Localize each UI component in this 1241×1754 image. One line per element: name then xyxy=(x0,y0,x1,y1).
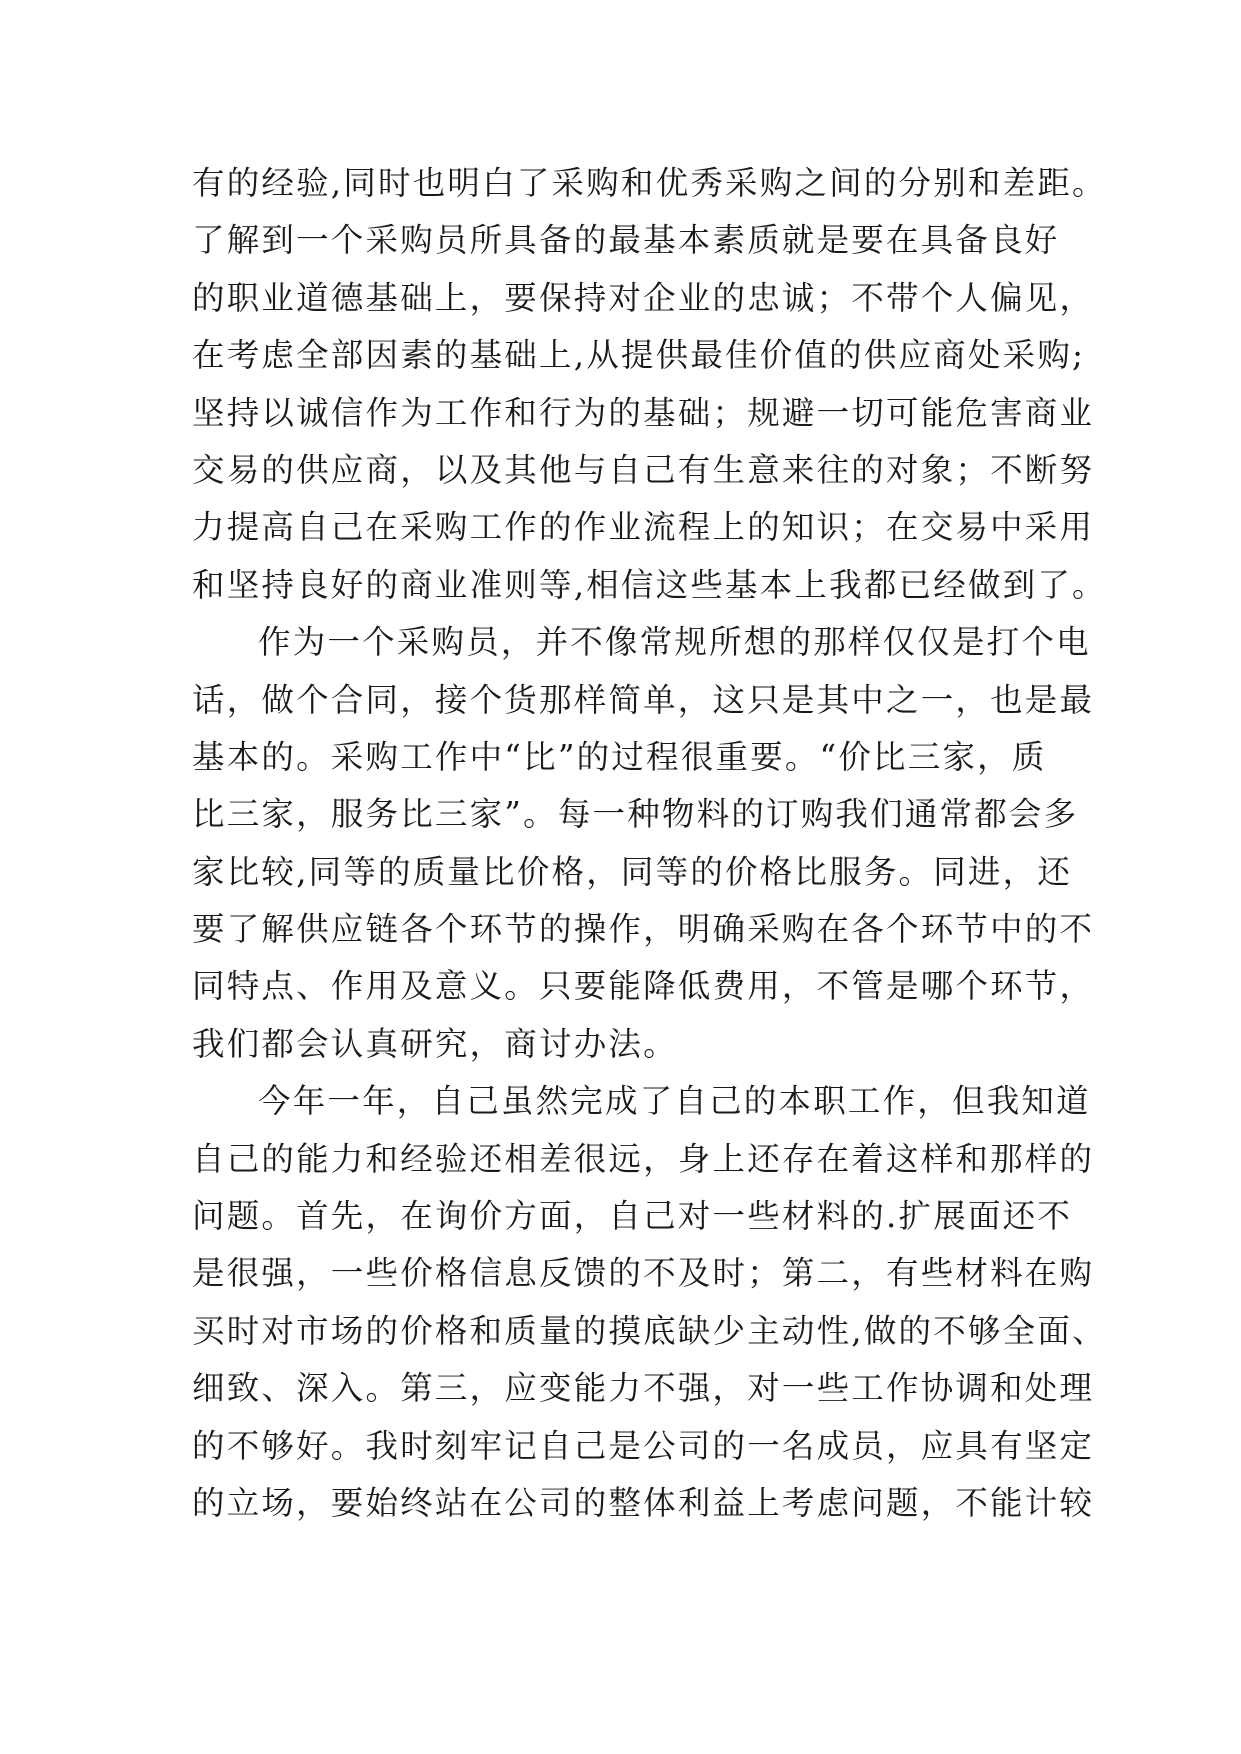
text-line: 了解到一个采购员所具备的最基本素质就是要在具备良好 xyxy=(192,221,1060,260)
paragraph-start-line: 今年一年，自己虽然完成了自己的本职工作，但我知道 xyxy=(258,1082,1091,1121)
text-line: 在考虑全部因素的基础上,从提供最佳价值的供应商处采购; xyxy=(192,336,1086,375)
text-line: 买时对市场的价格和质量的摸底缺少主动性,做的不够全面、 xyxy=(192,1311,1107,1350)
text-line: 比三家，服务比三家”。每一种物料的订购我们通常都会多 xyxy=(192,795,1079,834)
text-line: 基本的。采购工作中“比”的过程很重要。“价比三家，质 xyxy=(192,737,1047,776)
paragraph-start-line: 作为一个采购员，并不像常规所想的那样仅仅是打个电 xyxy=(258,623,1091,662)
text-line: 是很强，一些价格信息反馈的不及时；第二，有些材料在购 xyxy=(192,1254,1095,1293)
text-line: 细致、深入。第三，应变能力不强，对一些工作协调和处理 xyxy=(192,1369,1095,1408)
text-line: 家比较,同等的质量比价格，同等的价格比服务。同进，还 xyxy=(192,852,1073,891)
text-line: 有的经验,同时也明白了采购和优秀采购之间的分别和差距。 xyxy=(192,164,1107,202)
text-line: 交易的供应商，以及其他与自己有生意来往的对象；不断努 xyxy=(192,450,1095,489)
text-line: 话，做个合同，接个货那样简单，这只是其中之一，也是最 xyxy=(192,680,1095,719)
text-line: 力提高自己在采购工作的作业流程上的知识；在交易中采用 xyxy=(192,508,1095,547)
text-line: 我们都会认真研究，商讨办法。 xyxy=(192,1024,678,1063)
text-line: 的立场，要始终站在公司的整体利益上考虑问题，不能计较 xyxy=(192,1483,1095,1522)
text-line: 要了解供应链各个环节的操作，明确采购在各个环节中的不 xyxy=(192,910,1095,949)
text-line: 和坚持良好的商业准则等,相信这些基本上我都已经做到了。 xyxy=(192,565,1107,604)
text-line: 同特点、作用及意义。只要能降低费用，不管是哪个环节， xyxy=(192,967,1095,1006)
text-line: 的不够好。我时刻牢记自己是公司的一名成员，应具有坚定 xyxy=(192,1426,1095,1465)
text-line: 问题。首先，在询价方面，自己对一些材料的.扩展面还不 xyxy=(192,1197,1073,1236)
text-line: 坚持以诚信作为工作和行为的基础；规避一切可能危害商业 xyxy=(192,393,1095,432)
text-line: 的职业道德基础上，要保持对企业的忠诚；不带个人偏见， xyxy=(192,278,1095,317)
text-line: 自己的能力和经验还相差很远，身上还存在着这样和那样的 xyxy=(192,1139,1095,1178)
body-text xyxy=(192,155,1107,1532)
